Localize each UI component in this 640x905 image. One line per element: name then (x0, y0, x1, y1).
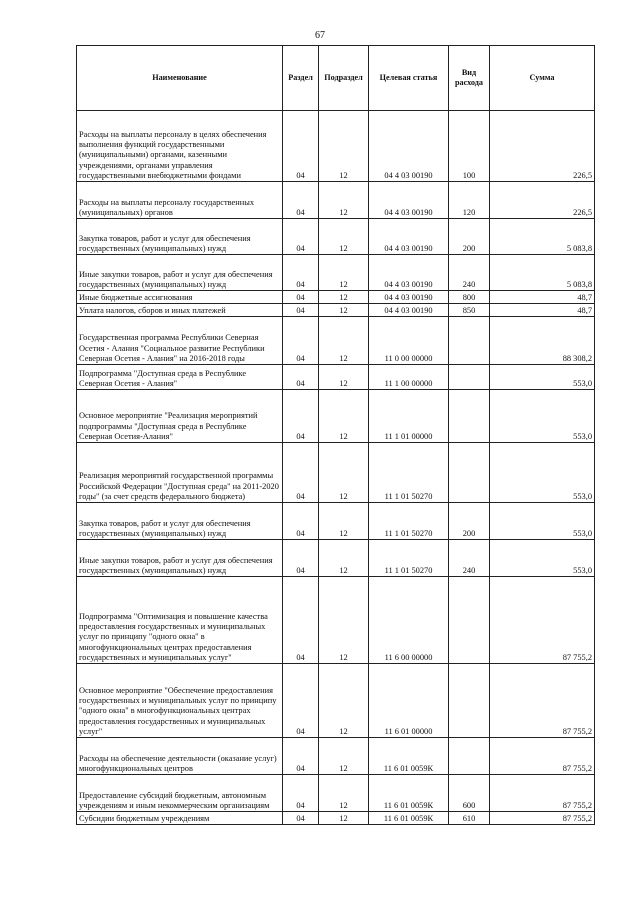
cell-expense-type (449, 738, 490, 775)
cell-subsection: 12 (319, 540, 369, 577)
cell-amount: 553,0 (490, 390, 595, 443)
cell-name: Иные закупки товаров, работ и услуг для обеспечения государственных (муниципальных) нужд (77, 540, 283, 577)
cell-subsection: 12 (319, 365, 369, 390)
header-name: Наименование (77, 46, 283, 111)
cell-target: 11 6 00 00000 (369, 577, 449, 664)
cell-subsection: 12 (319, 664, 369, 738)
cell-amount: 5 083,8 (490, 255, 595, 291)
cell-name: Закупка товаров, работ и услуг для обеспечения государственных (муниципальных) нужд (77, 503, 283, 540)
table-row (77, 775, 595, 812)
cell-expense-type: 240 (449, 255, 490, 291)
table-row (77, 540, 595, 577)
cell-amount: 87 755,2 (490, 775, 595, 812)
table-row (77, 503, 595, 540)
cell-amount: 226,5 (490, 111, 595, 182)
table-header-row (77, 46, 595, 111)
cell-amount: 5 083,8 (490, 219, 595, 255)
cell-name: Расходы на обеспечение деятельности (оказание услуг) многофункциональных центров (77, 738, 283, 775)
cell-expense-type: 100 (449, 111, 490, 182)
table-row (77, 111, 595, 182)
cell-expense-type: 610 (449, 812, 490, 825)
cell-amount: 226,5 (490, 182, 595, 219)
cell-section: 04 (283, 503, 319, 540)
cell-name: Предоставление субсидий бюджетным, автономным учреждениям и иным некоммерческим организациям (77, 775, 283, 812)
cell-subsection: 12 (319, 255, 369, 291)
cell-name: Иные бюджетные ассигнования (77, 291, 283, 304)
cell-section: 04 (283, 443, 319, 503)
cell-subsection: 12 (319, 775, 369, 812)
cell-section: 04 (283, 182, 319, 219)
table-row (77, 291, 595, 304)
header-expense-type: Вид расхода (449, 46, 490, 111)
cell-section: 04 (283, 775, 319, 812)
cell-subsection: 12 (319, 503, 369, 540)
table-row (77, 365, 595, 390)
cell-expense-type (449, 577, 490, 664)
header-section: Раздел (283, 46, 319, 111)
cell-name: Расходы на выплаты персоналу государственных (муниципальных) органов (77, 182, 283, 219)
cell-amount: 48,7 (490, 291, 595, 304)
table-row (77, 738, 595, 775)
header-target: Целевая статья (369, 46, 449, 111)
cell-target: 11 6 01 00000 (369, 664, 449, 738)
cell-amount: 87 755,2 (490, 664, 595, 738)
cell-expense-type: 600 (449, 775, 490, 812)
cell-subsection: 12 (319, 219, 369, 255)
cell-subsection: 12 (319, 291, 369, 304)
cell-target: 04 4 03 00190 (369, 182, 449, 219)
cell-target: 11 6 01 0059К (369, 812, 449, 825)
cell-amount: 87 755,2 (490, 738, 595, 775)
cell-target: 04 4 03 00190 (369, 219, 449, 255)
cell-target: 11 1 01 00000 (369, 390, 449, 443)
cell-expense-type (449, 317, 490, 365)
cell-section: 04 (283, 304, 319, 317)
cell-expense-type: 800 (449, 291, 490, 304)
cell-expense-type (449, 664, 490, 738)
cell-name: Субсидии бюджетным учреждениям (77, 812, 283, 825)
cell-subsection: 12 (319, 182, 369, 219)
table-row (77, 255, 595, 291)
cell-expense-type: 200 (449, 503, 490, 540)
table-row (77, 219, 595, 255)
cell-expense-type (449, 390, 490, 443)
cell-section: 04 (283, 255, 319, 291)
cell-target: 04 4 03 00190 (369, 255, 449, 291)
cell-section: 04 (283, 219, 319, 255)
cell-name: Подпрограмма "Доступная среда в Республике Северная Осетия - Алания" (77, 365, 283, 390)
table-body (77, 111, 595, 825)
cell-section: 04 (283, 738, 319, 775)
header-amount: Сумма (490, 46, 595, 111)
table-row (77, 443, 595, 503)
cell-name: Уплата налогов, сборов и иных платежей (77, 304, 283, 317)
cell-amount: 87 755,2 (490, 577, 595, 664)
cell-subsection: 12 (319, 738, 369, 775)
cell-target: 04 4 03 00190 (369, 291, 449, 304)
table-row (77, 577, 595, 664)
cell-section: 04 (283, 111, 319, 182)
cell-section: 04 (283, 540, 319, 577)
cell-subsection: 12 (319, 443, 369, 503)
cell-expense-type: 850 (449, 304, 490, 317)
cell-amount: 87 755,2 (490, 812, 595, 825)
cell-target: 11 0 00 00000 (369, 317, 449, 365)
cell-name: Основное мероприятие "Обеспечение предоставления государственных и муниципальных услуг по принципу "одного окна" в многофункциональных центрах предоставления государственных и муниципальных услуг" (77, 664, 283, 738)
cell-expense-type: 120 (449, 182, 490, 219)
cell-amount: 553,0 (490, 503, 595, 540)
table-row (77, 317, 595, 365)
cell-subsection: 12 (319, 390, 369, 443)
cell-subsection: 12 (319, 812, 369, 825)
table-row (77, 182, 595, 219)
cell-section: 04 (283, 317, 319, 365)
cell-name: Расходы на выплаты персоналу в целях обеспечения выполнения функций государственными (муниципальными) органами, казенными учреждениями, органами управления государственными внебюджетными фондами (77, 111, 283, 182)
cell-subsection: 12 (319, 317, 369, 365)
cell-target: 11 6 01 0059К (369, 775, 449, 812)
cell-target: 11 1 00 00000 (369, 365, 449, 390)
table-row (77, 664, 595, 738)
cell-target: 04 4 03 00190 (369, 111, 449, 182)
cell-subsection: 12 (319, 304, 369, 317)
cell-name: Иные закупки товаров, работ и услуг для обеспечения государственных (муниципальных) нужд (77, 255, 283, 291)
cell-target: 11 1 01 50270 (369, 443, 449, 503)
table-row (77, 304, 595, 317)
cell-section: 04 (283, 577, 319, 664)
cell-expense-type (449, 443, 490, 503)
cell-section: 04 (283, 664, 319, 738)
cell-amount: 553,0 (490, 365, 595, 390)
cell-target: 04 4 03 00190 (369, 304, 449, 317)
budget-table (76, 45, 595, 825)
cell-target: 11 1 01 50270 (369, 540, 449, 577)
cell-amount: 553,0 (490, 540, 595, 577)
cell-subsection: 12 (319, 111, 369, 182)
cell-amount: 48,7 (490, 304, 595, 317)
cell-amount: 88 308,2 (490, 317, 595, 365)
cell-amount: 553,0 (490, 443, 595, 503)
table-row (77, 390, 595, 443)
cell-section: 04 (283, 390, 319, 443)
table-row (77, 812, 595, 825)
cell-section: 04 (283, 291, 319, 304)
cell-name: Основное мероприятие "Реализация мероприятий подпрограммы "Доступная среда в Республике Северная Осетия-Алания" (77, 390, 283, 443)
cell-section: 04 (283, 365, 319, 390)
cell-name: Государственная программа Республики Северная Осетия - Алания "Социальное развитие Республики Северная Осетия - Алания" на 2016-2018 годы (77, 317, 283, 365)
cell-section: 04 (283, 812, 319, 825)
cell-expense-type: 240 (449, 540, 490, 577)
cell-name: Подпрограмма "Оптимизация и повышение качества предоставления государственных и муниципальных услуг по принципу "одного окна" в многофункциональных центрах предоставления государственных и муниципальных услуг" (77, 577, 283, 664)
cell-target: 11 1 01 50270 (369, 503, 449, 540)
cell-name: Реализация мероприятий государственной программы Российской Федерации "Доступная среда" на 2011-2020 годы" (за счет средств федерального бюджета) (77, 443, 283, 503)
cell-name: Закупка товаров, работ и услуг для обеспечения государственных (муниципальных) нужд (77, 219, 283, 255)
cell-expense-type (449, 365, 490, 390)
header-subsection: Подраздел (319, 46, 369, 111)
cell-subsection: 12 (319, 577, 369, 664)
page-number: 67 (315, 30, 325, 41)
cell-expense-type: 200 (449, 219, 490, 255)
cell-target: 11 6 01 0059К (369, 738, 449, 775)
